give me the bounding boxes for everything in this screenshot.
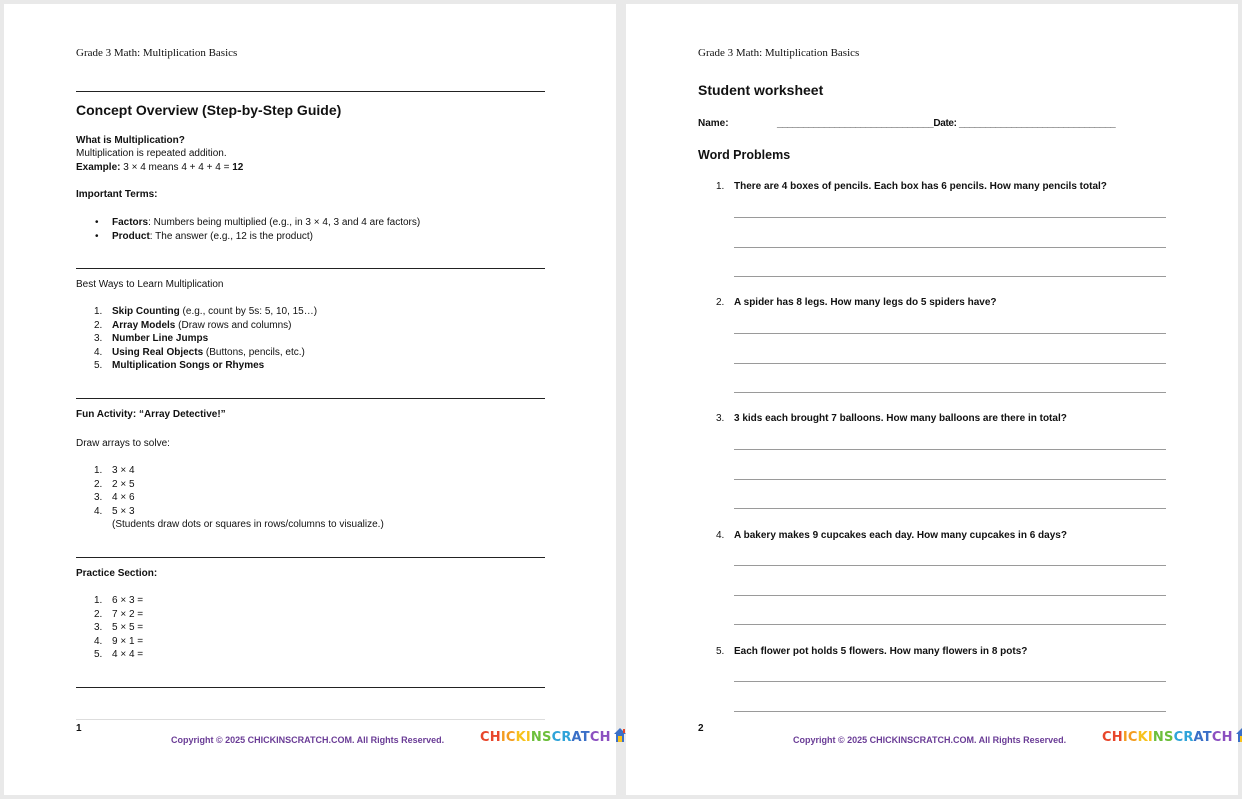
ways-heading: Best Ways to Learn Multiplication	[76, 279, 224, 290]
page-1	[4, 4, 616, 795]
item-number: 3.	[94, 622, 103, 633]
date-label: Date:	[933, 118, 960, 129]
term-name: Factors	[112, 217, 149, 228]
problem-number: 4.	[716, 530, 725, 541]
house-icon	[1235, 727, 1242, 743]
term-desc: : Numbers being multiplied (e.g., in 3 × 4, 3 and 4 are factors)	[148, 217, 421, 228]
name-label: Name:	[698, 118, 729, 129]
divider	[76, 91, 545, 92]
divider	[76, 398, 545, 399]
answer-line[interactable]	[734, 624, 1166, 625]
footer-divider	[76, 719, 545, 720]
divider	[76, 557, 545, 558]
page-title: Concept Overview (Step-by-Step Guide)	[76, 102, 342, 118]
item-number: 1.	[94, 595, 103, 606]
brand-logo: CHICKINSCRATCH	[1102, 727, 1242, 745]
item-bold: Array Models	[112, 319, 176, 331]
problem-number: 3.	[716, 413, 725, 424]
answer-line[interactable]	[734, 508, 1166, 509]
date-blank: ______________________________	[959, 118, 1116, 129]
activity-intro: Draw arrays to solve:	[76, 438, 170, 449]
list-item	[76, 635, 143, 649]
brand-logo: CHICKINSCRATCH	[480, 727, 627, 745]
example-line	[76, 161, 243, 175]
answer-line[interactable]	[734, 363, 1166, 364]
answer-line[interactable]	[734, 479, 1166, 480]
ways-list	[76, 305, 317, 373]
list-item	[76, 230, 420, 244]
term-desc: : The answer (e.g., 12 is the product)	[149, 230, 314, 242]
problem-number: 1.	[716, 181, 725, 192]
item-number: 1.	[94, 465, 103, 476]
answer-line[interactable]	[734, 711, 1166, 712]
item-number: 2.	[94, 608, 103, 620]
list-item	[76, 332, 317, 346]
item-rest: (Draw rows and columns)	[175, 319, 292, 331]
item-number: 2.	[94, 319, 103, 331]
item-number: 5.	[94, 360, 103, 371]
item-number: 4.	[94, 346, 103, 358]
item-text: 2 × 5	[112, 478, 135, 490]
terms-list	[76, 216, 420, 243]
term-name: Product	[112, 230, 150, 242]
item-number: 3.	[94, 333, 103, 344]
example-answer: 12	[232, 162, 244, 173]
answer-line[interactable]	[734, 333, 1166, 334]
bullet-icon: •	[95, 217, 99, 228]
problem-number: 5.	[716, 646, 725, 657]
problem-text: 3 kids each brought 7 balloons. How many balloons are there in total?	[734, 413, 1067, 424]
section-heading: Word Problems	[698, 148, 791, 162]
list-item	[76, 505, 384, 519]
item-number: 4.	[94, 635, 103, 647]
problem-text: Each flower pot holds 5 flowers. How many flowers in 8 pots?	[734, 646, 1028, 657]
list-item	[76, 346, 317, 360]
divider	[76, 268, 545, 269]
activity-note	[76, 518, 384, 532]
page-number: 2	[698, 723, 704, 734]
answer-line[interactable]	[734, 449, 1166, 450]
list-item	[76, 464, 384, 478]
item-rest: (Buttons, pencils, etc.)	[203, 346, 305, 358]
item-bold: Skip Counting	[112, 306, 180, 317]
page-header: Grade 3 Math: Multiplication Basics	[76, 47, 238, 59]
problem-text: A spider has 8 legs. How many legs do 5 spiders have?	[734, 297, 997, 308]
item-bold: Multiplication Songs or Rhymes	[112, 360, 265, 371]
name-blank: ______________________________	[777, 118, 934, 129]
item-number: 2.	[94, 478, 103, 490]
problem-text: There are 4 boxes of pencils. Each box has 6 pencils. How many pencils total?	[734, 181, 1107, 192]
list-item	[76, 648, 143, 662]
item-number: 4.	[94, 505, 103, 517]
answer-line[interactable]	[734, 565, 1166, 566]
answer-line[interactable]	[734, 276, 1166, 277]
list-item	[76, 594, 143, 608]
item-text: 5 × 5 =	[112, 622, 144, 633]
practice-list	[76, 594, 143, 662]
list-item	[76, 216, 420, 230]
item-text: 7 × 2 =	[112, 608, 144, 620]
page-number: 1	[76, 723, 82, 734]
practice-heading: Practice Section:	[76, 568, 158, 579]
list-item	[76, 305, 317, 319]
item-bold: Number Line Jumps	[112, 333, 209, 344]
what-text: Multiplication is repeated addition.	[76, 148, 227, 159]
item-text: 3 × 4	[112, 465, 135, 476]
list-item	[76, 478, 384, 492]
list-item	[76, 359, 317, 373]
item-rest: (e.g., count by 5s: 5, 10, 15…)	[179, 306, 318, 317]
copyright-text: Copyright © 2025 CHICKINSCRATCH.COM. All Rights Reserved.	[793, 735, 1067, 745]
problem-number: 2.	[716, 297, 725, 308]
page-2	[626, 4, 1238, 795]
item-bold: Using Real Objects	[112, 346, 204, 358]
item-text: 4 × 6	[112, 492, 135, 503]
example-text: 3 × 4 means 4 + 4 + 4 =	[120, 162, 233, 173]
bullet-icon: •	[95, 230, 99, 242]
divider	[76, 687, 545, 688]
name-date-line	[777, 117, 1115, 131]
item-number: 1.	[94, 306, 103, 317]
item-text: 5 × 3	[112, 505, 135, 517]
item-number: 3.	[94, 492, 103, 503]
answer-line[interactable]	[734, 595, 1166, 596]
list-item	[76, 319, 317, 333]
note-text: (Students draw dots or squares in rows/columns to visualize.)	[112, 519, 384, 530]
terms-heading: Important Terms:	[76, 189, 158, 200]
list-item	[76, 608, 143, 622]
example-label: Example:	[76, 162, 121, 173]
list-item	[76, 621, 143, 635]
item-text: 9 × 1 =	[112, 635, 144, 647]
answer-line[interactable]	[734, 217, 1166, 218]
answer-line[interactable]	[734, 392, 1166, 393]
problem-text: A bakery makes 9 cupcakes each day. How many cupcakes in 6 days?	[734, 530, 1067, 541]
activity-list	[76, 464, 384, 532]
item-text: 4 × 4 =	[112, 649, 144, 660]
page-title: Student worksheet	[698, 82, 824, 98]
answer-line[interactable]	[734, 681, 1166, 682]
answer-line[interactable]	[734, 247, 1166, 248]
list-item	[76, 491, 384, 505]
activity-heading: Fun Activity: “Array Detective!”	[76, 409, 226, 420]
item-number: 5.	[94, 649, 103, 660]
copyright-text: Copyright © 2025 CHICKINSCRATCH.COM. All Rights Reserved.	[171, 735, 445, 745]
item-text: 6 × 3 =	[112, 595, 144, 606]
house-icon	[613, 727, 627, 743]
what-heading: What is Multiplication?	[76, 135, 185, 146]
page-header: Grade 3 Math: Multiplication Basics	[698, 47, 860, 59]
